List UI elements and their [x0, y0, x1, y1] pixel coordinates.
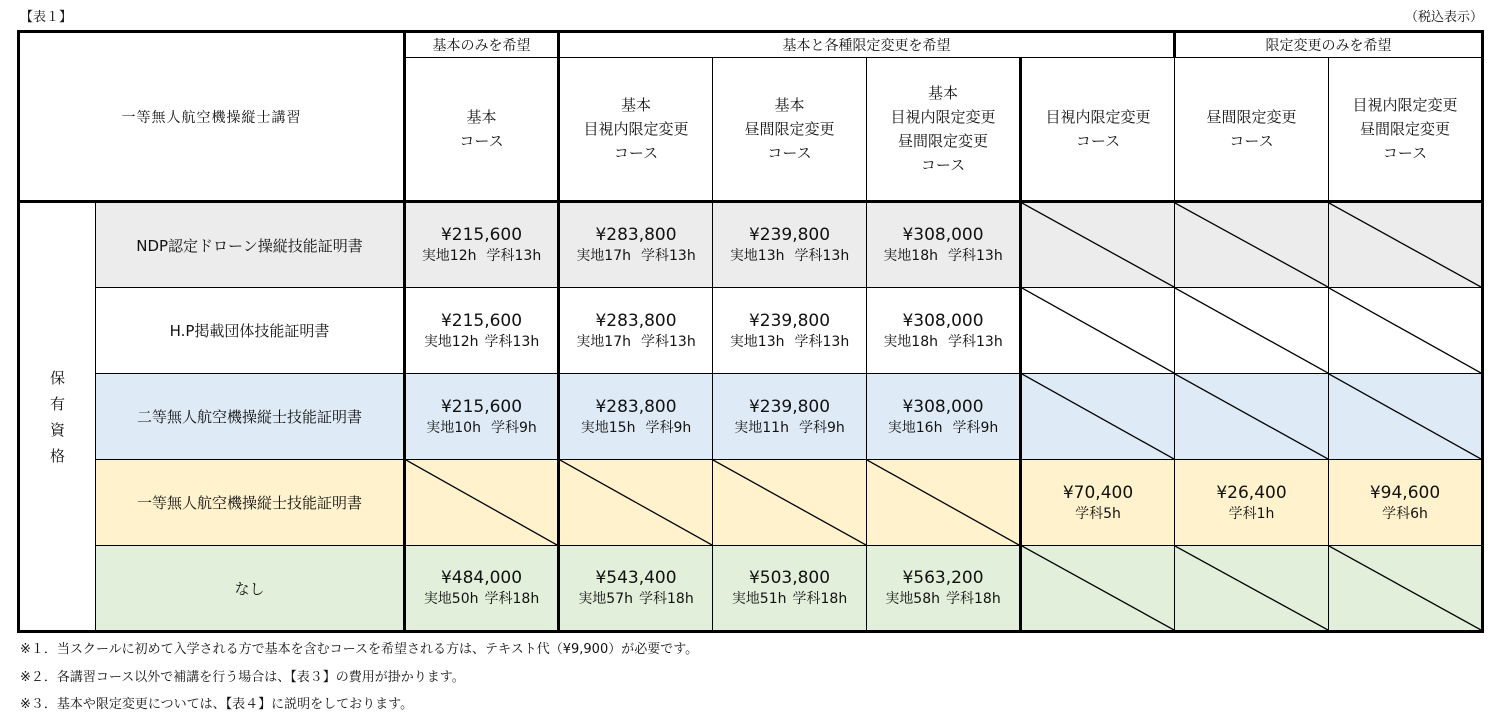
- price-cell: ¥563,200 実地58h 学科18h: [867, 546, 1021, 632]
- course-header: 昼間限定変更 コース: [1175, 58, 1329, 202]
- price-cell: ¥215,600 実地10h 学科9h: [405, 374, 559, 460]
- price-cell: ¥70,400 学科5h: [1021, 460, 1175, 546]
- diagonal-slash-mark: [406, 460, 557, 545]
- diagonal-slash-mark: [1175, 546, 1328, 630]
- group-header-basic-and-limited: 基本と各種限定変更を希望: [559, 32, 1175, 58]
- course-header: 基本 昼間限定変更 コース: [713, 58, 867, 202]
- not-applicable-cell: [1021, 374, 1175, 460]
- not-applicable-cell: [1021, 288, 1175, 374]
- price-cell: ¥215,600 実地12h 学科13h: [405, 288, 559, 374]
- diagonal-slash-mark: [1329, 203, 1481, 287]
- course-header: 基本 コース: [405, 58, 559, 202]
- price-cell: ¥239,800 実地13h 学科13h: [713, 202, 867, 288]
- diagonal-slash-mark: [713, 460, 866, 545]
- price-cell: ¥543,400 実地57h 学科18h: [559, 546, 713, 632]
- table-label: 【表１】: [20, 10, 73, 25]
- diagonal-slash-mark: [1329, 546, 1481, 630]
- price-cell: ¥215,600 実地12h 学科13h: [405, 202, 559, 288]
- not-applicable-cell: [1175, 546, 1329, 632]
- qualification-name: H.P掲載団体技能証明書: [96, 288, 405, 374]
- price-cell: ¥239,800 実地13h 学科13h: [713, 288, 867, 374]
- price-cell: ¥308,000 実地18h 学科13h: [867, 288, 1021, 374]
- not-applicable-cell: [867, 460, 1021, 546]
- diagonal-slash-mark: [1329, 374, 1481, 459]
- price-table: [17, 30, 1484, 633]
- price-cell: ¥283,800 実地17h 学科13h: [559, 288, 713, 374]
- diagonal-slash-mark: [1175, 288, 1328, 373]
- not-applicable-cell: [713, 460, 867, 546]
- diagonal-slash-mark: [867, 460, 1019, 545]
- qualification-name: 二等無人航空機操縦士技能証明書: [96, 374, 405, 460]
- diagonal-slash-mark: [1022, 546, 1174, 630]
- price-cell: ¥26,400 学科1h: [1175, 460, 1329, 546]
- not-applicable-cell: [1175, 202, 1329, 288]
- diagonal-slash-mark: [1175, 374, 1328, 459]
- footnote-1: ※１．当スクールに初めて入学される方で基本を含むコースを希望される方は、テキスト代（¥9,900）が必要です。: [20, 642, 699, 657]
- not-applicable-cell: [559, 460, 713, 546]
- price-cell: ¥484,000 実地50h 学科18h: [405, 546, 559, 632]
- not-applicable-cell: [1329, 374, 1483, 460]
- qualification-label: 保 有 資 格: [19, 202, 96, 632]
- price-cell: ¥308,000 実地16h 学科9h: [867, 374, 1021, 460]
- price-cell: ¥503,800 実地51h 学科18h: [713, 546, 867, 632]
- diagonal-slash-mark: [1022, 288, 1174, 373]
- footnote-3: ※３．基本や限定変更については、【表４】に説明をしております。: [20, 697, 414, 712]
- table-corner-title: 一等無人航空機操縦士講習: [19, 32, 405, 202]
- not-applicable-cell: [1175, 288, 1329, 374]
- tax-note: （税込表示）: [1404, 10, 1483, 25]
- group-header-basic-only: 基本のみを希望: [405, 32, 559, 58]
- qualification-name: 一等無人航空機操縦士技能証明書: [96, 460, 405, 546]
- not-applicable-cell: [1021, 202, 1175, 288]
- price-cell: ¥283,800 実地17h 学科13h: [559, 202, 713, 288]
- diagonal-slash-mark: [1329, 288, 1481, 373]
- price-cell: ¥308,000 実地18h 学科13h: [867, 202, 1021, 288]
- price-cell: ¥283,800 実地15h 学科9h: [559, 374, 713, 460]
- not-applicable-cell: [1021, 546, 1175, 632]
- not-applicable-cell: [405, 460, 559, 546]
- qualification-name: なし: [96, 546, 405, 632]
- price-cell: ¥239,800 実地11h 学科9h: [713, 374, 867, 460]
- not-applicable-cell: [1175, 374, 1329, 460]
- price-cell: ¥94,600 学科6h: [1329, 460, 1483, 546]
- course-header: 基本 目視内限定変更 コース: [559, 58, 713, 202]
- qualification-name: NDP認定ドローン操縦技能証明書: [96, 202, 405, 288]
- not-applicable-cell: [1329, 202, 1483, 288]
- course-header: 目視内限定変更 昼間限定変更 コース: [1329, 58, 1483, 202]
- course-header: 基本 目視内限定変更 昼間限定変更 コース: [867, 58, 1021, 202]
- footnote-2: ※２．各講習コース以外で補講を行う場合は、【表３】の費用が掛かります。: [20, 670, 465, 685]
- diagonal-slash-mark: [560, 460, 712, 545]
- not-applicable-cell: [1329, 288, 1483, 374]
- diagonal-slash-mark: [1022, 374, 1174, 459]
- course-header: 目視内限定変更 コース: [1021, 58, 1175, 202]
- not-applicable-cell: [1329, 546, 1483, 632]
- group-header-limited-only: 限定変更のみを希望: [1175, 32, 1483, 58]
- diagonal-slash-mark: [1022, 203, 1174, 287]
- diagonal-slash-mark: [1175, 203, 1328, 287]
